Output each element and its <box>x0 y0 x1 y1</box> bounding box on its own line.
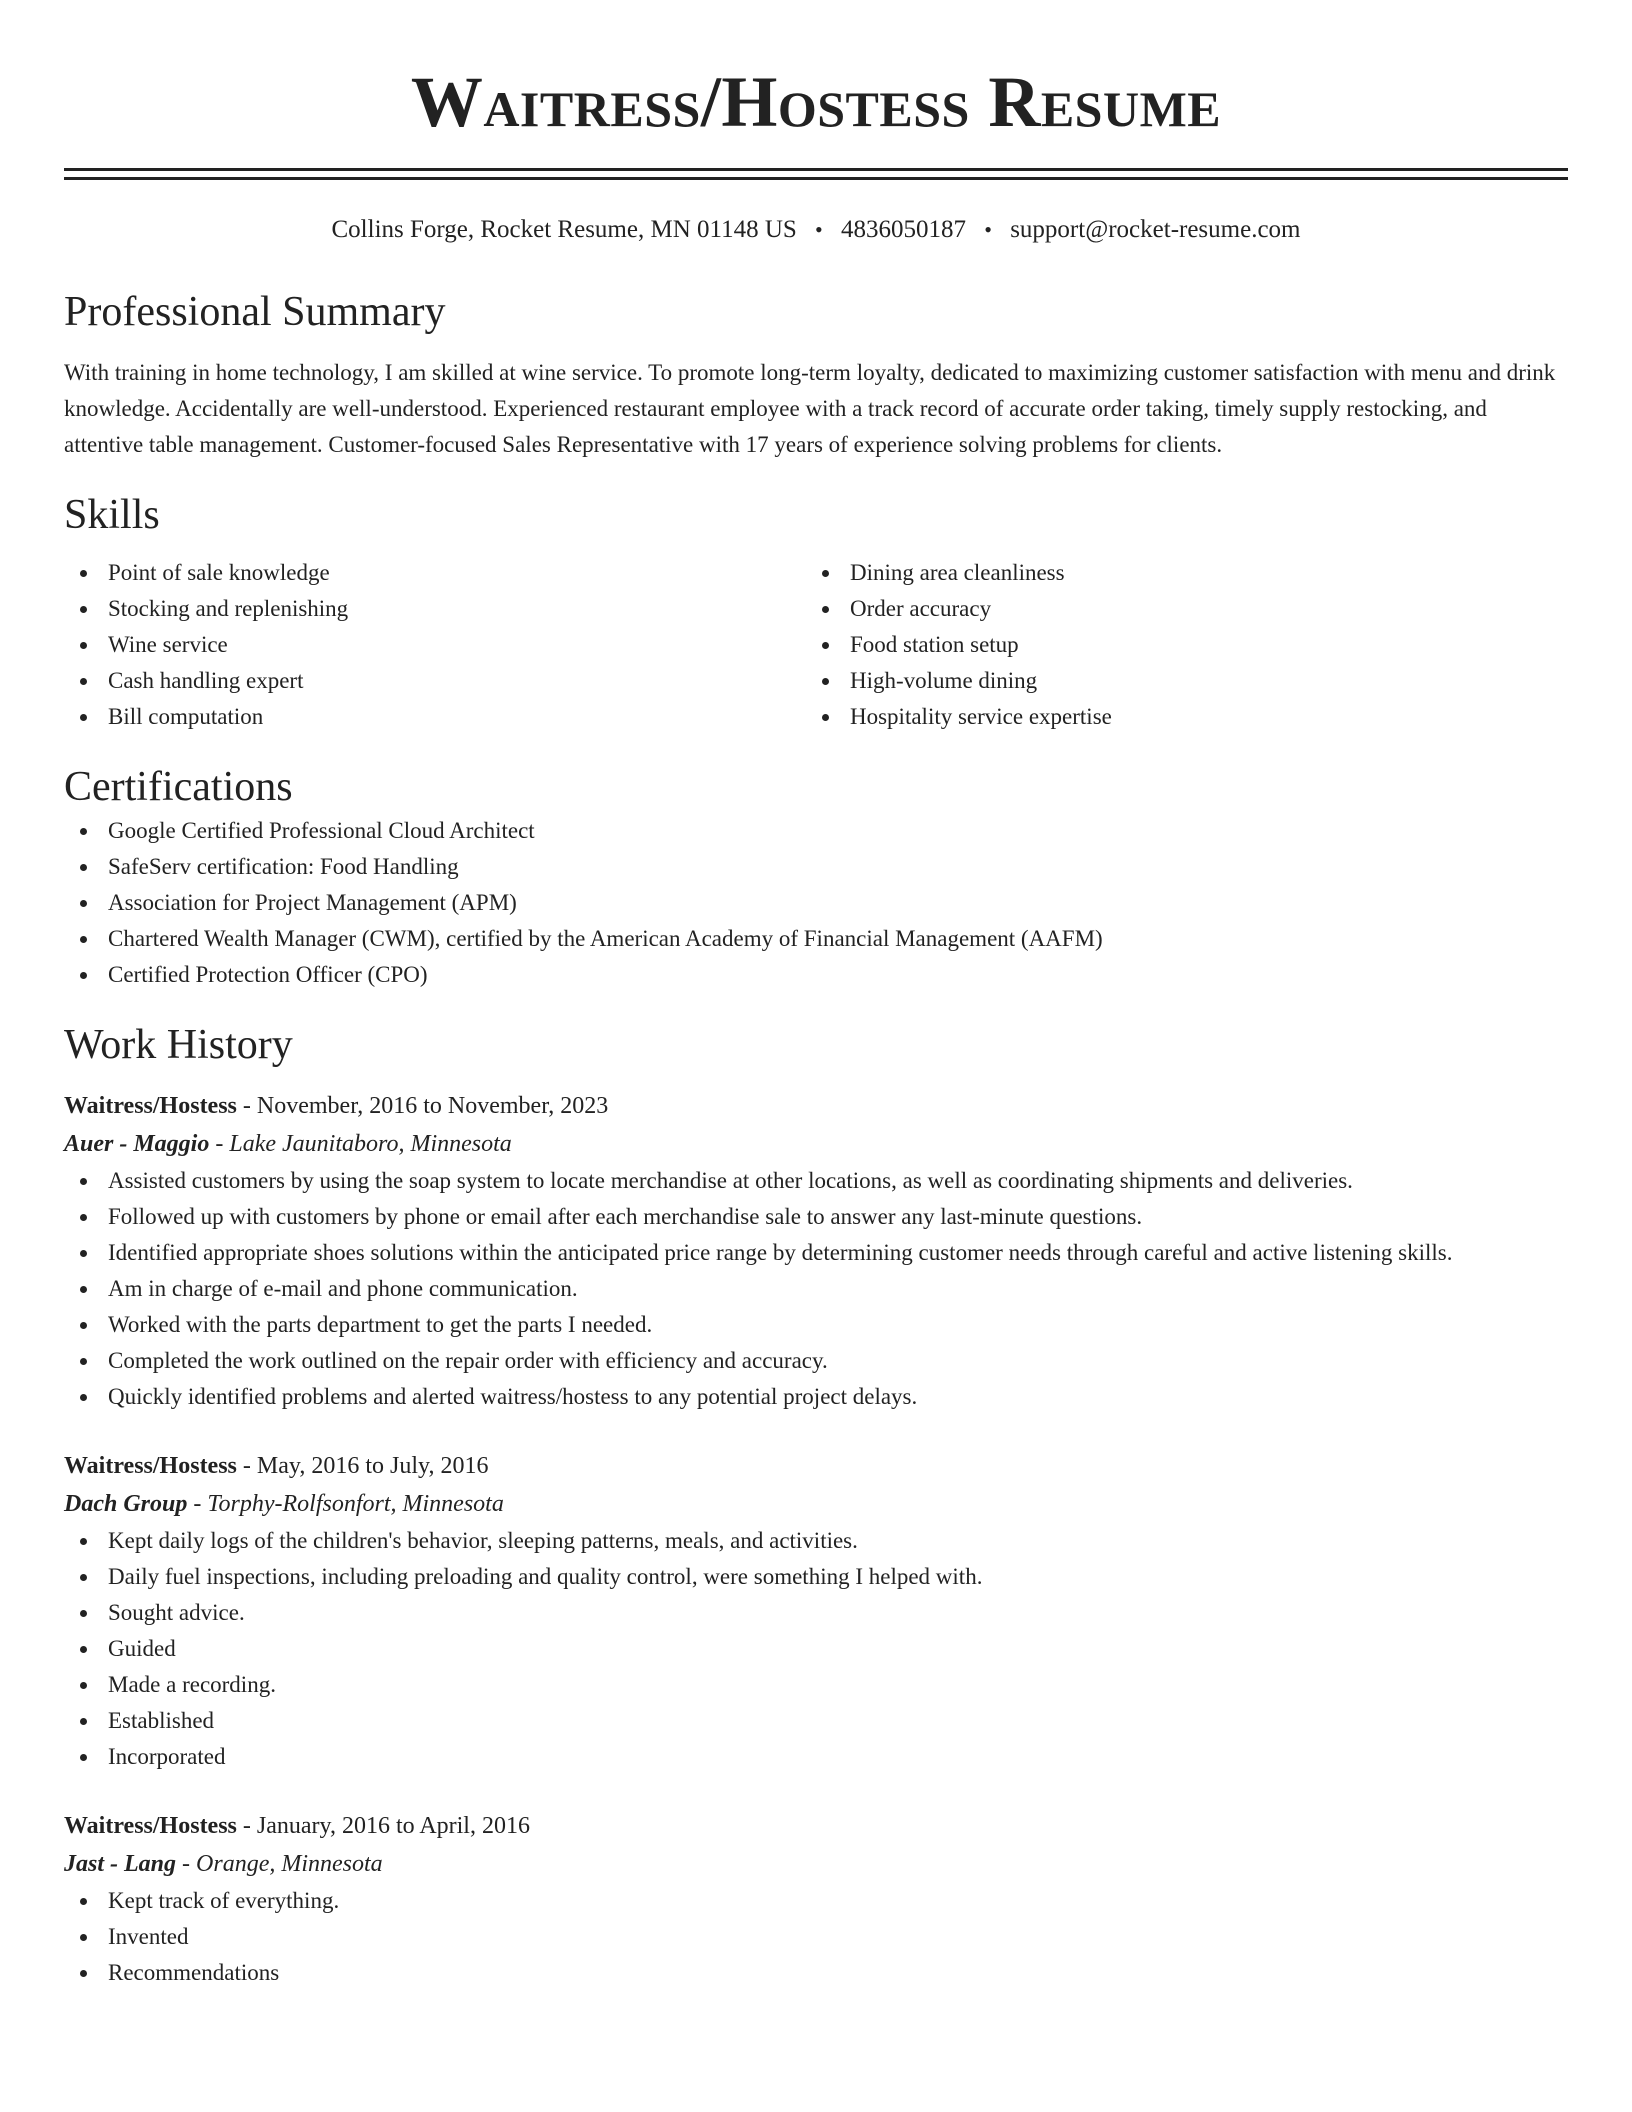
contact-separator: • <box>984 217 992 242</box>
skill-item: Order accuracy <box>806 591 1548 627</box>
job-dates: November, 2016 to November, 2023 <box>256 1093 609 1119</box>
job-duty: Am in charge of e-mail and phone communication. <box>64 1271 1568 1307</box>
job-header <box>64 1447 1568 1485</box>
skill-item: Food station setup <box>806 627 1548 663</box>
title-rule-bottom <box>64 177 1568 180</box>
job-company: Auer - Maggio <box>64 1131 210 1157</box>
contact-email: support@rocket-resume.com <box>1010 216 1301 243</box>
job-company: Jast - Lang <box>64 1851 177 1877</box>
job-duty: Guided <box>64 1631 1568 1667</box>
job-role: Waitress/Hostess <box>64 1453 237 1479</box>
job-employer <box>64 1845 1568 1883</box>
job-duty: Invented <box>64 1919 1568 1955</box>
certifications-list <box>64 813 1568 993</box>
job-employer <box>64 1485 1568 1523</box>
job-dash: - <box>236 1453 257 1479</box>
job-duty: Made a recording. <box>64 1667 1568 1703</box>
certification-item: Certified Protection Officer (CPO) <box>64 957 1568 993</box>
job-duty: Quickly identified problems and alerted waitress/hostess to any potential project delays. <box>64 1379 1568 1415</box>
summary-text: With training in home technology, I am skilled at wine service. To promote long-term loyalty, dedicated to maximizing customer satisfaction with menu and drink knowledge. Accidentally are well-understood. Experienced restaurant employee with a track record of accurate order taking, timely supply restocking, and attentive table management. Customer-focused Sales Representative with 17 years of experience solving problems for clients. <box>64 360 1556 457</box>
contact-phone: 4836050187 <box>841 216 966 243</box>
resume-page <box>64 0 1568 1991</box>
job-duty: Kept daily logs of the children's behavior, sleeping patterns, meals, and activities. <box>64 1523 1568 1559</box>
job-role: Waitress/Hostess <box>64 1813 237 1839</box>
job-entry <box>64 1447 1568 1775</box>
job-duty: Completed the work outlined on the repair order with efficiency and accuracy. <box>64 1343 1568 1379</box>
resume-title: Waitress/Hostess Resume <box>410 62 1222 142</box>
job-dates: May, 2016 to July, 2016 <box>256 1453 489 1479</box>
job-duty: Daily fuel inspections, including preloading and quality control, were something I helped with. <box>64 1559 1568 1595</box>
skill-item: Wine service <box>64 627 806 663</box>
job-entry <box>64 1807 1568 1991</box>
job-location: Orange, Minnesota <box>196 1851 383 1877</box>
skills-grid <box>64 555 1568 735</box>
skills-column-right <box>806 555 1548 735</box>
job-entry <box>64 1087 1568 1415</box>
skills-column-left <box>64 555 806 735</box>
job-dash: - <box>236 1813 257 1839</box>
job-dates: January, 2016 to April, 2016 <box>256 1813 530 1839</box>
job-duty: Established <box>64 1703 1568 1739</box>
job-header <box>64 1087 1568 1125</box>
job-duty: Incorporated <box>64 1739 1568 1775</box>
skills-list-right <box>806 555 1548 735</box>
contact-address: Collins Forge, Rocket Resume, MN 01148 US <box>331 216 797 243</box>
work-history-heading: Work History <box>64 1022 293 1068</box>
job-duty: Kept track of everything. <box>64 1883 1568 1919</box>
job-location: Torphy-Rolfsonfort, Minnesota <box>207 1491 504 1517</box>
job-duties-list <box>64 1523 1568 1775</box>
skill-item: High-volume dining <box>806 663 1548 699</box>
certification-item: Chartered Wealth Manager (CWM), certified by the American Academy of Financial Management (AAFM) <box>64 921 1568 957</box>
job-duty: Followed up with customers by phone or email after each merchandise sale to answer any last-minute questions. <box>64 1199 1568 1235</box>
skill-item: Cash handling expert <box>64 663 806 699</box>
job-role: Waitress/Hostess <box>64 1093 237 1119</box>
job-dash: - <box>176 1851 197 1877</box>
summary-heading: Professional Summary <box>64 289 446 335</box>
job-dash: - <box>209 1131 230 1157</box>
job-dash: - <box>187 1491 208 1517</box>
skill-item: Point of sale knowledge <box>64 555 806 591</box>
job-company: Dach Group <box>64 1491 188 1517</box>
job-duties-list <box>64 1163 1568 1415</box>
skills-list-left <box>64 555 806 735</box>
job-duties-list <box>64 1883 1568 1991</box>
skill-item: Dining area cleanliness <box>806 555 1548 591</box>
contact-separator: • <box>815 217 823 242</box>
skill-item: Bill computation <box>64 699 806 735</box>
certification-item: Association for Project Management (APM) <box>64 885 1568 921</box>
certification-item: Google Certified Professional Cloud Architect <box>64 813 1568 849</box>
contact-line <box>64 214 1568 246</box>
skills-heading: Skills <box>64 492 160 538</box>
job-duty: Identified appropriate shoes solutions within the anticipated price range by determining customer needs through careful and active listening skills. <box>64 1235 1568 1271</box>
certifications-heading: Certifications <box>64 764 293 810</box>
job-duty: Worked with the parts department to get the parts I needed. <box>64 1307 1568 1343</box>
job-dash: - <box>236 1093 257 1119</box>
title-double-rule <box>64 168 1568 180</box>
skill-item: Stocking and replenishing <box>64 591 806 627</box>
job-location: Lake Jaunitaboro, Minnesota <box>229 1131 512 1157</box>
job-employer <box>64 1125 1568 1163</box>
job-duty: Recommendations <box>64 1955 1568 1991</box>
skill-item: Hospitality service expertise <box>806 699 1548 735</box>
certification-item: SafeServ certification: Food Handling <box>64 849 1568 885</box>
job-duty: Sought advice. <box>64 1595 1568 1631</box>
job-duty: Assisted customers by using the soap system to locate merchandise at other locations, as well as coordinating shipments and deliveries. <box>64 1163 1568 1199</box>
job-header <box>64 1807 1568 1845</box>
